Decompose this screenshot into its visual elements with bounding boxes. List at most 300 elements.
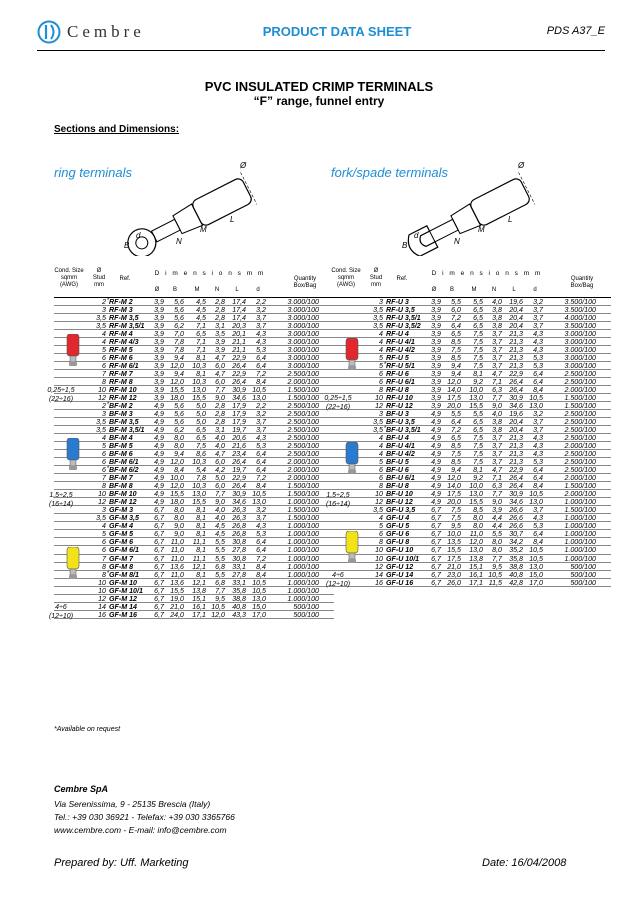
cell-stud: 3,5 bbox=[96, 314, 106, 323]
conductor-size: 0,25÷1,5 bbox=[47, 387, 75, 395]
cell-M: 7,5 bbox=[473, 362, 483, 371]
cell-N: 3,7 bbox=[492, 442, 502, 451]
cell-phi: 4,9 bbox=[154, 458, 164, 467]
cell-stud: 3 bbox=[102, 506, 106, 515]
cell-B: 12,0 bbox=[170, 362, 184, 371]
cond-size-header: Cond. Size bbox=[54, 268, 84, 274]
terminal-swatch-blue bbox=[343, 442, 361, 474]
cell-stud: 5 bbox=[102, 346, 106, 355]
cell-M: 10,0 bbox=[469, 386, 483, 395]
cell-qty: 3.500/100 bbox=[564, 306, 596, 315]
cell-M: 8,1 bbox=[196, 370, 206, 379]
cell-phi: 4,9 bbox=[154, 474, 164, 483]
cell-B: 7,2 bbox=[451, 314, 461, 323]
cond-size-header: Cond. Size bbox=[331, 268, 361, 274]
table-row bbox=[331, 418, 611, 426]
cell-ref: BF-M 3,5/1 bbox=[109, 426, 145, 435]
cell-B: 8,5 bbox=[451, 458, 461, 467]
cell-L: 22,9 bbox=[509, 370, 523, 379]
cell-d: 3,7 bbox=[533, 418, 543, 427]
cell-L: 17,4 bbox=[232, 298, 246, 306]
cell-ref: BF-U 3 bbox=[386, 410, 409, 419]
cell-qty: 1.500/100 bbox=[287, 394, 319, 403]
cell-d: 4,3 bbox=[533, 442, 543, 451]
cell-ref: RF-M 12 bbox=[109, 394, 137, 403]
cell-qty: 3.000/100 bbox=[287, 330, 319, 339]
ring-terminals-table bbox=[47, 268, 334, 620]
table-row bbox=[331, 538, 611, 546]
cell-d: 15,0 bbox=[252, 602, 266, 611]
cell-qty: 1.000/100 bbox=[287, 578, 319, 587]
ring-terminal-diagram bbox=[112, 160, 282, 256]
table-row bbox=[54, 426, 334, 434]
cell-phi: 4,9 bbox=[431, 442, 441, 451]
prepared-by: Prepared by: Uff. Marketing bbox=[54, 857, 189, 869]
cell-stud: 8 bbox=[102, 378, 106, 387]
cell-L: 33,1 bbox=[232, 562, 246, 571]
sqmm-header: sqmm bbox=[337, 275, 355, 281]
cell-L: 20,3 bbox=[232, 322, 246, 331]
cell-stud: 3,5 bbox=[373, 418, 383, 427]
col-N-header: N bbox=[214, 287, 220, 293]
cell-d: 6,4 bbox=[256, 546, 266, 555]
cell-N: 5,5 bbox=[215, 570, 225, 579]
cell-M: 7,5 bbox=[473, 450, 483, 459]
table-row bbox=[54, 522, 334, 530]
cell-phi: 3,9 bbox=[154, 330, 164, 339]
cell-stud: 10 bbox=[375, 490, 383, 499]
cell-qty: 1.000/100 bbox=[287, 586, 319, 595]
conductor-awg: (12÷10) bbox=[325, 580, 351, 588]
table-row bbox=[54, 378, 334, 386]
cell-M: 12,1 bbox=[192, 578, 206, 587]
cell-ref: RF-M 4 bbox=[109, 330, 133, 339]
cell-B: 8,4 bbox=[174, 466, 184, 475]
table-header bbox=[54, 268, 334, 298]
table-row bbox=[54, 498, 334, 506]
cell-phi: 6,7 bbox=[431, 546, 441, 555]
cell-ref: BF-M 10 bbox=[109, 490, 137, 499]
cell-N: 4,7 bbox=[492, 466, 502, 475]
cell-N: 7,1 bbox=[492, 378, 502, 387]
cell-M: 13,0 bbox=[469, 546, 483, 555]
cell-stud: 10 bbox=[375, 394, 383, 403]
cell-qty: 1.000/100 bbox=[287, 562, 319, 571]
cell-N: 5,5 bbox=[215, 554, 225, 563]
cell-d: 13,0 bbox=[252, 394, 266, 403]
cell-qty: 2.500/100 bbox=[564, 458, 596, 467]
cell-M: 6,5 bbox=[473, 426, 483, 435]
cell-N: 9,5 bbox=[215, 594, 225, 603]
cell-phi: 6,7 bbox=[431, 578, 441, 587]
cell-ref: GF-M 10/1 bbox=[109, 586, 143, 595]
cell-ref: BF-U 4/2 bbox=[386, 450, 415, 459]
cell-qty: 1.500/100 bbox=[287, 386, 319, 395]
conductor-awg: (12÷10) bbox=[48, 612, 74, 620]
cell-ref: GF-M 12 bbox=[109, 594, 137, 603]
cell-ref: GF-U 14 bbox=[386, 570, 414, 579]
cell-L: 38,8 bbox=[509, 562, 523, 571]
cell-B: 8,5 bbox=[451, 338, 461, 347]
cell-phi: 6,7 bbox=[154, 570, 164, 579]
cell-d: 8,4 bbox=[256, 378, 266, 387]
cell-M: 7,8 bbox=[196, 474, 206, 483]
cell-N: 6,8 bbox=[215, 578, 225, 587]
cell-N: 3,8 bbox=[492, 322, 502, 331]
table-row bbox=[331, 555, 611, 563]
cell-B: 6,5 bbox=[451, 330, 461, 339]
cell-stud: 4 bbox=[102, 330, 106, 339]
col-M-header: M bbox=[194, 287, 200, 293]
cell-B: 9,0 bbox=[174, 530, 184, 539]
cell-ref: GF-M 10 bbox=[109, 578, 137, 587]
cell-B: 5,6 bbox=[174, 314, 184, 323]
conductor-size-label bbox=[319, 571, 357, 589]
cell-d: 10,5 bbox=[529, 394, 543, 403]
cell-L: 20,4 bbox=[509, 418, 523, 427]
cell-qty: 1.500/100 bbox=[564, 482, 596, 491]
cell-B: 7,0 bbox=[174, 330, 184, 339]
cell-stud: 6 bbox=[102, 538, 106, 547]
cell-stud: 7 bbox=[102, 474, 106, 483]
cell-B: 12,0 bbox=[447, 474, 461, 483]
cell-stud: 6 bbox=[379, 474, 383, 483]
cell-L: 35,2 bbox=[509, 546, 523, 555]
conductor-size: 4÷6 bbox=[332, 571, 344, 579]
dimensions-header: D i m e n s i o n s m m bbox=[431, 270, 543, 277]
cell-stud: 12 bbox=[98, 394, 106, 403]
cell-N: 4,0 bbox=[215, 514, 225, 523]
cell-d: 4,3 bbox=[533, 434, 543, 443]
cell-L: 21,1 bbox=[232, 346, 246, 355]
table-row bbox=[54, 514, 334, 522]
diagram-label-L: L bbox=[230, 215, 235, 224]
cell-phi: 3,9 bbox=[154, 314, 164, 323]
cell-B: 7,5 bbox=[451, 506, 461, 515]
cell-M: 4,5 bbox=[196, 306, 206, 315]
cell-L: 40,8 bbox=[509, 570, 523, 579]
cell-phi: 4,9 bbox=[154, 466, 164, 475]
table-row bbox=[54, 450, 334, 458]
cell-L: 34,6 bbox=[232, 394, 246, 403]
cell-qty: 1.500/100 bbox=[287, 482, 319, 491]
cell-B: 6,4 bbox=[451, 322, 461, 331]
cell-ref: GF-M 8 bbox=[109, 562, 134, 571]
cell-qty: 500/100 bbox=[293, 610, 319, 619]
cell-phi: 4,9 bbox=[154, 418, 164, 427]
cell-ref: BF-M 3 bbox=[109, 410, 133, 419]
cell-qty: 1.000/100 bbox=[287, 498, 319, 507]
cell-L: 19,6 bbox=[509, 410, 523, 419]
cell-B: 9,5 bbox=[451, 522, 461, 531]
cell-ref: RF-U 6/1 bbox=[386, 378, 415, 387]
cell-M: 10,3 bbox=[192, 378, 206, 387]
cell-M: 8,0 bbox=[473, 514, 483, 523]
cell-B: 13,6 bbox=[170, 562, 184, 571]
on-request-mark: * bbox=[384, 362, 387, 369]
cell-qty: 1.000/100 bbox=[287, 522, 319, 531]
cell-phi: 6,7 bbox=[154, 562, 164, 571]
cell-phi: 3,9 bbox=[154, 394, 164, 403]
cell-L: 26,3 bbox=[232, 514, 246, 523]
cembre-logo-icon bbox=[37, 20, 61, 44]
cell-L: 23,4 bbox=[232, 450, 246, 459]
cell-d: 13,0 bbox=[252, 594, 266, 603]
conductor-awg: (16÷14) bbox=[48, 500, 74, 508]
cell-M: 6,5 bbox=[196, 330, 206, 339]
on-request-mark: * bbox=[107, 466, 110, 473]
cell-ref: RF-U 10 bbox=[386, 394, 413, 403]
cell-N: 7,7 bbox=[215, 586, 225, 595]
cell-M: 9,2 bbox=[473, 378, 483, 387]
cell-B: 6,5 bbox=[451, 434, 461, 443]
company-address: Via Serenissima, 9 - 25135 Brescia (Italy) bbox=[54, 799, 211, 809]
terminal-swatch-red bbox=[343, 338, 361, 370]
table-row bbox=[54, 338, 334, 346]
cell-ref: GF-U 12 bbox=[386, 562, 414, 571]
document-title: PVC INSULATED CRIMP TERMINALS bbox=[204, 79, 434, 94]
cell-ref: GF-M 6/1 bbox=[109, 546, 139, 555]
cell-M: 11,1 bbox=[192, 554, 206, 563]
cell-ref: GF-U 8 bbox=[386, 538, 410, 547]
cell-stud: 3,5 bbox=[96, 426, 106, 435]
cell-B: 8,5 bbox=[451, 354, 461, 363]
cell-ref: BF-U 6 bbox=[386, 466, 409, 475]
cell-qty: 3.000/100 bbox=[564, 346, 596, 355]
cell-d: 5,3 bbox=[533, 354, 543, 363]
cell-phi: 6,7 bbox=[154, 602, 164, 611]
cell-B: 10,0 bbox=[170, 474, 184, 483]
cell-B: 8,0 bbox=[174, 506, 184, 515]
cell-qty: 1.000/100 bbox=[564, 522, 596, 531]
table-row bbox=[331, 354, 611, 362]
col-phi-header: Ø bbox=[154, 287, 160, 293]
cell-stud: 4 bbox=[379, 450, 383, 459]
cell-phi: 3,9 bbox=[154, 386, 164, 395]
cell-d: 4,3 bbox=[533, 346, 543, 355]
stud-header: Stud bbox=[369, 275, 383, 281]
cell-ref: RF-U 4 bbox=[386, 330, 409, 339]
cell-L: 19,6 bbox=[509, 298, 523, 306]
cell-qty: 3.000/100 bbox=[287, 306, 319, 315]
cell-qty: 1.500/100 bbox=[287, 490, 319, 499]
cell-ref: GF-M 5 bbox=[109, 530, 134, 539]
cell-stud: 8 bbox=[379, 538, 383, 547]
cell-qty: 1.000/100 bbox=[564, 546, 596, 555]
cell-M: 10,0 bbox=[469, 482, 483, 491]
cell-d: 3,2 bbox=[533, 410, 543, 419]
cell-d: 5,3 bbox=[533, 522, 543, 531]
cell-B: 21,0 bbox=[170, 602, 184, 611]
cell-ref: GF-U 5 bbox=[386, 522, 410, 531]
on-request-mark: * bbox=[107, 298, 110, 304]
table-row bbox=[331, 346, 611, 354]
cell-phi: 4,9 bbox=[154, 402, 164, 411]
cell-ref: BF-U 6/1 bbox=[386, 474, 415, 483]
cell-M: 10,3 bbox=[192, 458, 206, 467]
cell-L: 38,8 bbox=[232, 594, 246, 603]
cell-qty: 1.000/100 bbox=[564, 498, 596, 507]
cell-B: 5,6 bbox=[174, 306, 184, 315]
cell-N: 3,7 bbox=[492, 458, 502, 467]
cell-phi: 3,9 bbox=[154, 378, 164, 387]
cell-ref: BF-U 3,5/1 bbox=[386, 426, 421, 435]
cell-L: 20,6 bbox=[232, 434, 246, 443]
cell-d: 3,7 bbox=[533, 506, 543, 515]
cell-stud: 16 bbox=[98, 610, 106, 619]
cell-phi: 4,9 bbox=[154, 490, 164, 499]
cell-L: 20,4 bbox=[509, 314, 523, 323]
cell-N: 6,8 bbox=[215, 562, 225, 571]
table-row bbox=[54, 458, 334, 466]
cell-M: 6,5 bbox=[196, 426, 206, 435]
cell-d: 6,4 bbox=[256, 466, 266, 475]
cell-M: 10,3 bbox=[192, 482, 206, 491]
cell-B: 5,6 bbox=[174, 298, 184, 306]
cell-L: 20,4 bbox=[509, 426, 523, 435]
cell-stud: 5 bbox=[379, 362, 383, 371]
conductor-awg: (22÷16) bbox=[48, 396, 74, 404]
cell-qty: 2.500/100 bbox=[287, 402, 319, 411]
table-row bbox=[331, 506, 611, 514]
cell-phi: 6,7 bbox=[154, 578, 164, 587]
cell-d: 6,4 bbox=[533, 378, 543, 387]
cell-d: 8,4 bbox=[256, 570, 266, 579]
cell-qty: 1.000/100 bbox=[287, 570, 319, 579]
cell-stud: 4 bbox=[379, 514, 383, 523]
cell-d: 6,4 bbox=[256, 362, 266, 371]
cell-qty: 2.000/100 bbox=[287, 466, 319, 475]
cell-stud: 3,5 bbox=[373, 506, 383, 515]
cell-d: 13,0 bbox=[529, 562, 543, 571]
cell-qty: 2.500/100 bbox=[287, 450, 319, 459]
cell-ref: RF-U 5/1 bbox=[386, 362, 415, 371]
diagram-label-N: N bbox=[176, 237, 182, 246]
cell-stud: 5 bbox=[379, 522, 383, 531]
cell-stud: 16 bbox=[375, 578, 383, 587]
cell-qty: 2.500/100 bbox=[564, 418, 596, 427]
cell-B: 5,6 bbox=[174, 410, 184, 419]
cell-phi: 6,7 bbox=[154, 506, 164, 515]
cell-B: 9,4 bbox=[174, 354, 184, 363]
diagram-label-L: L bbox=[508, 215, 513, 224]
cell-L: 21,3 bbox=[509, 434, 523, 443]
cell-B: 15,5 bbox=[170, 586, 184, 595]
table-row bbox=[331, 474, 611, 482]
cell-stud: 8 bbox=[379, 482, 383, 491]
cell-stud: 3 bbox=[379, 298, 383, 306]
cell-L: 33,1 bbox=[232, 578, 246, 587]
cell-L: 22,9 bbox=[232, 474, 246, 483]
cell-qty: 1.500/100 bbox=[287, 506, 319, 515]
cell-ref: GF-M 4 bbox=[109, 522, 134, 531]
cell-N: 4,4 bbox=[492, 522, 502, 531]
cell-phi: 3,9 bbox=[431, 394, 441, 403]
cell-d: 4,3 bbox=[533, 330, 543, 339]
cell-phi: 3,9 bbox=[154, 346, 164, 355]
cell-stud: 4 bbox=[379, 330, 383, 339]
cell-N: 6,0 bbox=[215, 378, 225, 387]
cell-stud: 2 bbox=[102, 298, 106, 306]
cell-B: 7,5 bbox=[451, 514, 461, 523]
conductor-size: 0,25÷1,5 bbox=[324, 395, 352, 403]
cell-d: 5,3 bbox=[256, 346, 266, 355]
cell-qty: 1.000/100 bbox=[287, 554, 319, 563]
cell-M: 5,5 bbox=[473, 298, 483, 306]
cell-B: 5,6 bbox=[174, 402, 184, 411]
table-row bbox=[331, 571, 611, 579]
cell-L: 21,3 bbox=[509, 458, 523, 467]
cell-M: 8,1 bbox=[473, 370, 483, 379]
table-row bbox=[54, 490, 334, 498]
cell-L: 34,6 bbox=[509, 402, 523, 411]
cell-qty: 1.000/100 bbox=[287, 546, 319, 555]
table-row bbox=[54, 442, 334, 450]
cell-L: 26,8 bbox=[232, 522, 246, 531]
cell-B: 15,5 bbox=[447, 546, 461, 555]
cell-qty: 1.000/100 bbox=[287, 530, 319, 539]
cell-d: 7,2 bbox=[256, 554, 266, 563]
table-row bbox=[54, 563, 334, 571]
cell-B: 6,2 bbox=[174, 322, 184, 331]
cell-d: 2,2 bbox=[256, 402, 266, 411]
cell-N: 6,3 bbox=[492, 482, 502, 491]
table-row bbox=[331, 306, 611, 314]
cell-M: 12,0 bbox=[469, 538, 483, 547]
cell-N: 2,8 bbox=[215, 418, 225, 427]
cell-M: 4,5 bbox=[196, 298, 206, 306]
cell-N: 9,0 bbox=[215, 394, 225, 403]
cell-stud: 4 bbox=[379, 442, 383, 451]
cell-qty: 1.000/100 bbox=[564, 554, 596, 563]
cell-d: 3,7 bbox=[256, 322, 266, 331]
cell-d: 6,4 bbox=[533, 466, 543, 475]
table-row bbox=[54, 603, 334, 611]
cell-phi: 4,9 bbox=[431, 458, 441, 467]
cell-ref: GF-M 6 bbox=[109, 538, 134, 547]
terminal-swatch-yellow bbox=[343, 531, 361, 563]
cell-N: 2,8 bbox=[215, 314, 225, 323]
cell-N: 11,5 bbox=[488, 578, 502, 587]
cell-qty: 3.500/100 bbox=[564, 322, 596, 331]
cell-M: 8,1 bbox=[196, 570, 206, 579]
cell-N: 3,8 bbox=[492, 306, 502, 315]
cell-d: 6,4 bbox=[256, 458, 266, 467]
cell-d: 3,7 bbox=[533, 306, 543, 315]
cell-d: 5,3 bbox=[256, 442, 266, 451]
cell-B: 6,4 bbox=[451, 418, 461, 427]
cell-ref: RF-M 2 bbox=[109, 298, 133, 306]
cell-ref: BF-M 8 bbox=[109, 482, 133, 491]
awg-header: (AWG) bbox=[336, 282, 356, 288]
availability-footnote: *Available on request bbox=[54, 726, 121, 733]
cell-stud: 5 bbox=[102, 442, 106, 451]
cell-ref: BF-U 3,5 bbox=[386, 418, 415, 427]
cell-phi: 6,7 bbox=[154, 586, 164, 595]
cell-M: 5,5 bbox=[473, 410, 483, 419]
cell-d: 6,4 bbox=[533, 474, 543, 483]
cell-M: 15,5 bbox=[469, 498, 483, 507]
cell-L: 30,8 bbox=[232, 554, 246, 563]
cell-phi: 6,7 bbox=[431, 514, 441, 523]
header-divider bbox=[37, 50, 605, 51]
cell-B: 26,0 bbox=[447, 578, 461, 587]
cell-qty: 1.000/100 bbox=[287, 538, 319, 547]
cell-ref: GF-M 16 bbox=[109, 610, 137, 619]
cell-phi: 4,9 bbox=[431, 466, 441, 475]
cell-d: 10,5 bbox=[529, 546, 543, 555]
cell-N: 7,7 bbox=[492, 490, 502, 499]
